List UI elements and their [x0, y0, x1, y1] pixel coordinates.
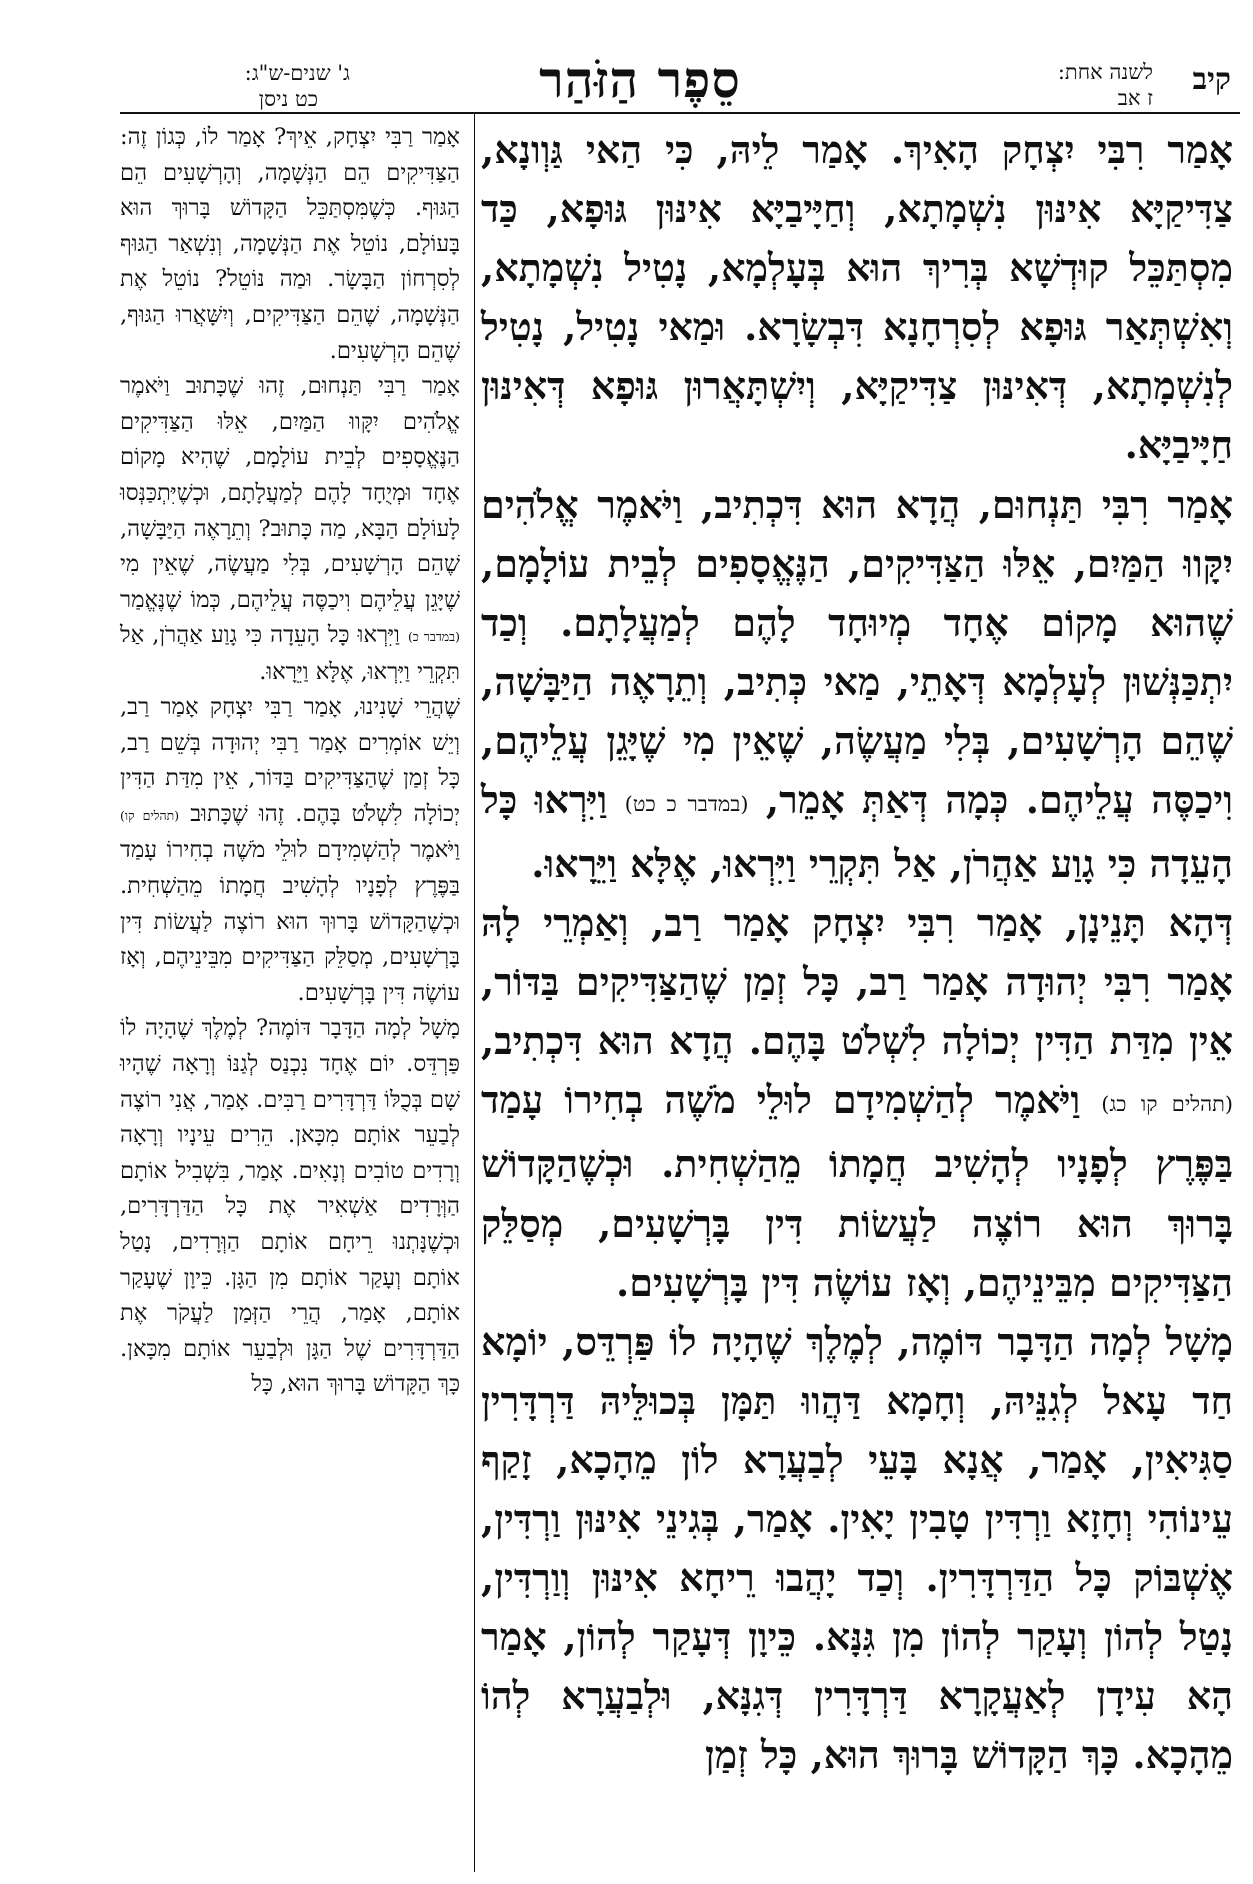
side-paragraph: מָשָׁל לְמָה הַדָּבָר דּוֹמֶה? לְמֶלֶךְ שֶׁהָיָה לוֹ פַּרְדֵּס. יוֹם אֶחָד נִכְנַס לְגַנּוֹ וְרָאָה שֶׁהָיוּ שָׁם בְּכֻלּוֹ דַּרְדָּרִים רַבִּים. אָמַר, אֲנִי רוֹצֶה לְבַעֵר אוֹתָם מִכָּאן. הֵרִים עֵינָיו וְרָאָה וְרָדִים טוֹבִים וְנָאִים. אָמַר, בִּשְׁבִיל אוֹתָם הַוְּרָדִים אַשְׁאִיר אֶת כָּל הַדַּרְדָּרִים, וּכְשֶׁנָּתְנוּ רֵיחָם אוֹתָם הַוְּרָדִים, נָטַל אוֹתָם וְעָקַר אוֹתָם מִן הַגָּן. כֵּיוָן שֶׁעָקַר אוֹתָם, אָמַר, הֲרֵי הַזְּמַן לַעֲקֹר אֶת הַדַּרְדָּרִים שֶׁל הַגָּן וּלְבַעֵר אוֹתָם מִכָּאן. כָּךְ הַקָּדוֹשׁ בָּרוּךְ הוּא, כָּל — [120, 1015, 460, 1398]
hebrew-translation-column — [120, 120, 460, 1403]
citation: (במדבר כ כט) — [624, 791, 749, 816]
header-rule — [120, 112, 1240, 114]
header-right — [971, 52, 1231, 112]
main-paragraph: דְּהָא תָּנֵינָן, אָמַר רִבִּי יִצְחָק אָמַר רַב, וְאַמְרֵי לָהּ אָמַר רִבִּי יְהוּדָה אָמַר רַב, כָּל זְמַן שֶׁהַצַּדִּיקִים בַּדּוֹר, אֵין מִדַּת הַדִּין יְכוֹלָה לִשְׁלֹט בָּהֶם. הֲדָא הוּא דִּכְתִיב, (תהלים קו כג) וַיֹּאמֶר לְהַשְׁמִידָם לוּלֵי מֹשֶׁה בְחִירוֹ עָמַד בַּפֶּרֶץ לְפָנָיו לְהָשִׁיב חֲמָתוֹ מֵהַשְׁחִית. וּכְשֶׁהַקָּדוֹשׁ בָּרוּךְ הוּא רוֹצֶה לַעֲשׂוֹת דִּין בָּרְשָׁעִים, מְסַלֵּק הַצַּדִּיקִים מִבֵּינֵיהֶם, וְאָז עוֹשֶׂה דִּין בָּרְשָׁעִים. — [481, 900, 1233, 1305]
page-number: קיב — [1192, 62, 1231, 97]
cycle-label: ג' שנים-ש"ג: — [244, 61, 350, 85]
citation: (במדבר כ) — [407, 629, 460, 645]
header-left — [120, 60, 350, 112]
page-title: סֵפֶר הַזֹּהַר — [539, 50, 741, 109]
citation: (תהלים קו כג) — [1101, 1092, 1233, 1117]
main-paragraph: אָמַר רִבִּי יִצְחָק הָאִיךְ. אָמַר לֵיהּ, כִּי הַאי גַּוְונָא, צַדִּיקַיָּא אִינּוּן נִשְׁמָתָא, וְחַיָּיבַיָּא אִינּוּן גּוּפָא, כַּד מִסְתַּכֵּל קוּדְשָׁא בְּרִיךְ הוּא בְּעָלְמָא, נָטִיל נִשְׁמָתָא, וְאִשְׁתְּאַר גּוּפָא לְסִרְחָנָא דִּבְשָׂרָא. וּמַאי נָטִיל, נָטִיל לְנִשְׁמָתָא, דְּאִינּוּן צַדִּיקַיָּא, וְיִשְׁתָּאֲרוּן גּוּפָא דְּאִינּוּן חַיָּיבַיָּא. — [481, 127, 1233, 468]
main-paragraph: מָשָׁל לְמָה הַדָּבָר דּוֹמֶה, לְמֶלֶךְ שֶׁהָיָה לוֹ פַּרְדֵּס, יוֹמָא חַד עָאל לְגִנֵּיהּ, וְחָמָא דַּהֲווּ תַּמָּן בְּכוּלֵּיהּ דַּרְדָּרִין סַגִּיאִין, אָמַר, אֲנָא בָּעֵי לְבַעֲרָא לוֹן מֵהָכָא, זָקַף עֵינוֹהִי וְחָזָא וַרְדִּין טָבִין יָאִין. אָמַר, בְּגִינֵי אִינּוּן וַרְדִּין, אֶשְׁבּוֹק כָּל הַדַּרְדָּרִין. וְכַד יָהֲבוּ רֵיחָא אִינּוּן וְוַרְדִּין, נָטַל לְהוֹן וְעָקַר לְהוֹן מִן גִּנָּא. כֵּיוָן דְּעָקַר לְהוֹן, אָמַר הָא עִידָן לְאַעֲקָרָא דַּרְדָּרִין דְּגִנָּא, וּלְבַעֲרָא לְהוֹ מֵהָכָא. כָּךְ הַקָּדוֹשׁ בָּרוּךְ הוּא, כָּל זְמַן — [481, 1318, 1233, 1778]
column-divider — [474, 114, 475, 1872]
side-paragraph: שֶׁהֲרֵי שָׁנִינוּ, אָמַר רַבִּי יִצְחָק אָמַר רַב, וְיֵשׁ אוֹמְרִים אָמַר רַבִּי יְהוּדָה בְּשֵׁם רַב, כָּל זְמַן שֶׁהַצַּדִּיקִים בַּדּוֹר, אֵין מִדַּת הַדִּין יְכוֹלָה לִשְׁלֹט בָּהֶם. זֶהוּ שֶׁכָּתוּב (תהלים קו) וַיֹּאמֶר לְהַשְׁמִידָם לוּלֵי מֹשֶׁה בְחִירוֹ עָמַד בַּפֶּרֶץ לְפָנָיו לְהָשִׁיב חֲמָתוֹ מֵהַשְׁחִית. וּכְשֶׁהַקָּדוֹשׁ בָּרוּךְ הוּא רוֹצֶה לַעֲשׂוֹת דִּין בָּרְשָׁעִים, מְסַלֵּק הַצַּדִּיקִים מִבֵּינֵיהֶם, וְאָז עוֹשֶׂה דִּין בָּרְשָׁעִים. — [120, 694, 460, 1006]
citation: (תהלים קו) — [120, 807, 180, 823]
schedule-date: ז אב — [1117, 86, 1153, 110]
main-paragraph: אָמַר רִבִּי תַּנְחוּם, הֲדָא הוּא דִּכְתִיב, וַיֹּאמֶר אֱלֹהִים יִקָּווּ הַמַּיִם, אֵלּוּ הַצַּדִּיקִים, הַנֶּאֱסָפִים לְבֵית עוֹלָמָם, שֶׁהוּא מָקוֹם אֶחָד מְיוּחָד לָהֶם לְמַעֲלָתָם. וְכַד יִתְכַּנְּשׁוּן לְעָלְמָא דְּאָתֵי, מַאי כְּתִיב, וְתֵרָאֶה הַיַּבָּשָׁה, שֶׁהֵם הָרְשָׁעִים, בְּלִי מַעֲשֶׂה, שֶׁאֵין מִי שֶׁיָּגֵן עֲלֵיהֶם, וִיכַסֶּה עֲלֵיהֶם. כְּמָה דְּאַתְּ אָמֵר, (במדבר כ כט) וַיִּרְאוּ כָּל הָעֵדָה כִּי גָוַע אַהֲרֹן, אַל תִּקְרֵי וַיִּרְאוּ, אֶלָּא וַיֵּרָאוּ. — [481, 481, 1233, 887]
schedule-label: לשנה אחת: — [1057, 60, 1153, 84]
side-paragraph: אָמַר רַבִּי יִצְחָק, אֵיךְ? אָמַר לוֹ, כְּגוֹן זֶה: הַצַּדִּיקִים הֵם הַנְּשָׁמָה, וְהָרְשָׁעִים הֵם הַגּוּף. כְּשֶׁמִּסְתַּכֵּל הַקָּדוֹשׁ בָּרוּךְ הוּא בָּעוֹלָם, נוֹטֵל אֶת הַנְּשָׁמָה, וְנִשְׁאַר הַגּוּף לְסִרְחוֹן הַבָּשָׂר. וּמַה נּוֹטֵל? נוֹטֵל אֶת הַנְּשָׁמָה, שֶׁהֵם הַצַּדִּיקִים, וְיִשָּׁאֲרוּ הַגּוּף, שֶׁהֵם הָרְשָׁעִים. — [120, 124, 460, 364]
aramaic-column — [481, 120, 1233, 1784]
cycle-date: כט ניסן — [258, 87, 318, 111]
side-paragraph: אָמַר רַבִּי תַּנְחוּם, זֶהוּ שֶׁכָּתוּב וַיֹּאמֶר אֱלֹהִים יִקָּווּ הַמַּיִם, אֵלּוּ הַצַּדִּיקִים הַנֶּאֱסָפִים לְבֵית עוֹלָמָם, שֶׁהִיא מָקוֹם אֶחָד וּמְיֻחָד לָהֶם לְמַעֲלָתָם, וּכְשֶׁיִּתְכַּנְּסוּ לָעוֹלָם הַבָּא, מַה כָּתוּב? וְתֵרָאֶה הַיַּבָּשָׁה, שֶׁהֵם הָרְשָׁעִים, בְּלִי מַעֲשֶׂה, שֶׁאֵין מִי שֶׁיָּגֵן עֲלֵיהֶם וִיכַסֶּה עֲלֵיהֶם, כְּמוֹ שֶׁנֶּאֱמַר (במדבר כ) וַיִּרְאוּ כָּל הָעֵדָה כִּי גָוַע אַהֲרֹן, אַל תִּקְרֵי וַיִּרְאוּ, אֶלָּא וַיֵּרָאוּ. — [120, 373, 460, 685]
